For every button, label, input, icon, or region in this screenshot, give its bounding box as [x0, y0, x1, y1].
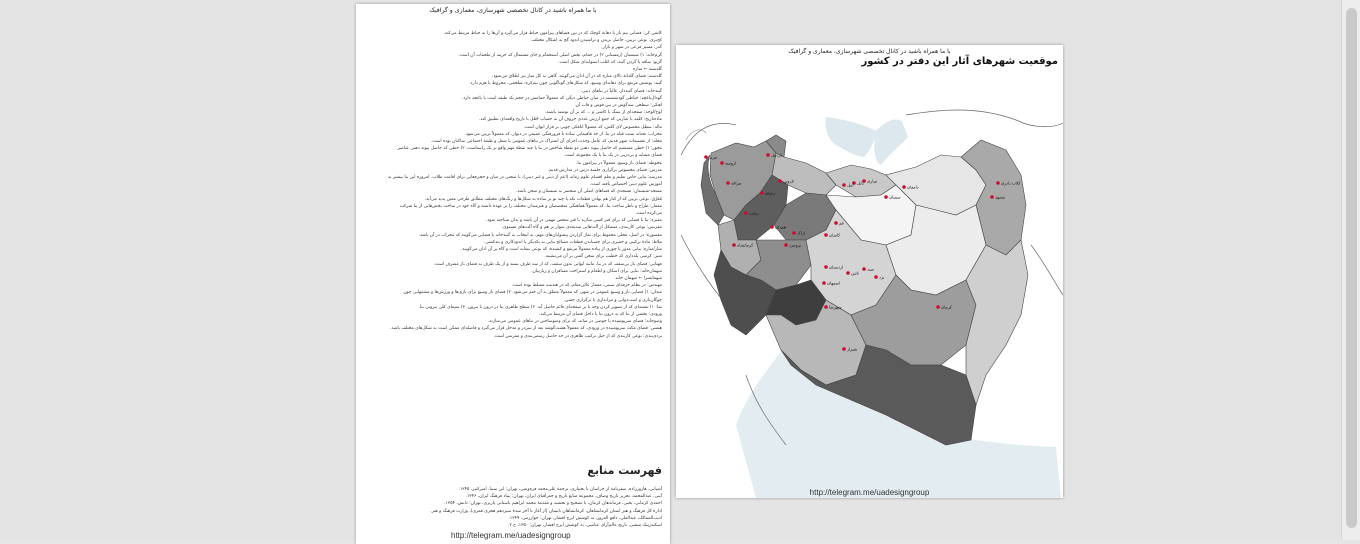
city-label: سمنان — [889, 194, 901, 200]
city-dot — [862, 267, 866, 271]
reference-entry: اسکندربیک منشی، تاریخ عالم‌آرای عباسی، به کوشش ایرج افشار، تهران: ۱۳۵۰، ج ۲. — [507, 523, 662, 529]
city-label: تبریز — [709, 154, 718, 160]
city-marker — [792, 231, 805, 236]
city-marker — [852, 181, 864, 186]
city-dot — [822, 281, 826, 285]
city-dot — [990, 195, 994, 199]
glossary-entry: مهندس: در نظام حرفه‌ای سنتی، معمار عالی‌مقام، که در هندسه مسلط بوده است. — [511, 283, 662, 289]
city-dot — [842, 347, 846, 351]
map-title: موقعیت شهرهای آثار این دفتر در کشور — [861, 56, 1058, 67]
glossary-entry: محله: از تقسیمات شهر قدیم، که عامل وحدت اجزای آن اشتراک در بناهای عمومی یا شغل و طبقۀ اجتماعی ساکنان بوده است. — [431, 139, 662, 145]
glossary-entry: کج‌بری: نوعی تزیین، حاصل بریدن و تراشیدن اندود گچ به اشکال مختلف. — [530, 38, 662, 44]
city-dot — [824, 265, 828, 269]
city-label: کرمان — [941, 304, 952, 310]
glossary-list — [366, 30, 662, 340]
city-label: همدان — [775, 224, 787, 230]
city-label: اردبیل — [771, 152, 782, 158]
city-label: یزد — [879, 274, 885, 280]
city-dot — [834, 221, 838, 225]
glossary-entry: ماله: سطل مخصوص لای گلش، که معمولاً اتاقکی چوبی بر فراز ایوان است. — [523, 124, 662, 130]
glossary-entry: مدرسه: بنایی خاص تعلیم و تعلم اقسام علوم زمانه (اعم از دینی و غیر دینی)، با صحنی در میان و حجره‌هایی برای اقامت طلاب. امروزه این بنا بیشتر به — [387, 175, 662, 181]
city-label: قم — [839, 220, 844, 226]
province-sistan — [966, 240, 1028, 405]
city-label: بروجرد — [789, 242, 802, 248]
city-dot — [766, 153, 770, 157]
page-header: با ما همراه باشید در کانال تخصصی شهرسازی، معماری و گرافیک — [429, 7, 597, 14]
city-label: اصفهان — [827, 280, 841, 286]
reference-entry: آشپانی، هارورزاده، سفرنامۀ از خراسان تا بختیاری، ترجمۀ علی‌محمد فره‌وشی، تهران: ابن سینا، امیرکبیر، ۱۳۴۵. — [458, 487, 662, 492]
city-dot — [874, 275, 878, 279]
caspian-sea-east — [874, 119, 908, 165]
city-label: شهرضا — [829, 304, 842, 310]
glossary-entry: آموزش علوم دینی اختصاص یافته است. — [589, 182, 662, 188]
lake-outline — [686, 130, 706, 140]
glossary-entry: یزدی‌بندی: نوعی کاربندی که از خیل ترکیب ظاهری در حد حاصل رسمی‌بندی و مقرنس است. — [493, 333, 662, 339]
city-label: دامغان — [907, 184, 919, 190]
telegram-link[interactable]: http://telegram.me/uadesigngroup — [809, 488, 930, 497]
city-marker — [842, 183, 854, 188]
city-label: رشت — [749, 210, 759, 216]
glossary-entry: مَهتابی: فضای باز بی‌سقف که در بنا، مانند ایوانی بدون سقف، که از سه طرف بسته و از یک طرف به فضای باز مشرف است. — [433, 261, 662, 267]
glossary-entry: گریو: ساقه یا گردن گنبد، که اغلب استوانه‌ای شکل است. — [558, 59, 662, 65]
glossary-entry: میهمان‌خانه: بنایی برای اسکان و اطعام و استراحت مسافران و زیارتیان. — [531, 268, 662, 274]
city-marker — [744, 211, 758, 216]
city-dot — [760, 191, 764, 195]
glossary-entry: منار/مناره: بنایی مدور یا چوری از پیاده معمولاً مرتفع و کشیده، که نوعی نشانه است و گاه بر آن اذان می‌گویند. — [460, 247, 662, 253]
city-label: آمل — [847, 182, 854, 188]
city-label: مشهد — [995, 194, 1006, 200]
city-dot — [770, 225, 774, 229]
glossary-entry: محراب: تختانه سنت قبله در بنا، از حد فاقیمایی ساده تا فرورفتگی عمیقی در دیوار، که معمولاً تزیین می‌شود. — [464, 131, 662, 137]
reference-entry: ادیب‌الممالک، عبدالعلی، دافع الغرور، به کوشش ایرج افشار، تهران: خوارزمی، ۱۳۴۹. — [508, 515, 662, 521]
city-marker — [862, 267, 874, 272]
city-label: زنجان — [765, 190, 776, 196]
glossary-entry: گلدسته ← مناره — [632, 67, 662, 73]
glossary-entry: گرم‌خانه: ۱) شبستان (زمستانی ۲) در حمام، بخش اصلی استحمام و جای مشتمال که خزینه از ملحقات آن است. — [458, 52, 662, 58]
vertical-scrollbar[interactable] — [1341, 0, 1360, 540]
glossary-entry: محوطه: فضای باز وسیع، معمولاً در پیرامون بنا. — [576, 160, 662, 166]
glossary-entry: مقصوره: در اصل، محلی محفوظ برای نماز گزاردن پیشوایان‌های مهم، به انتخاب به گنبدخانه یا فضایی می‌گویند که محراب در آن باشد. — [418, 232, 662, 238]
city-dot — [792, 231, 796, 235]
city-label: کرمانشاه — [737, 242, 754, 248]
glossary-entry: مقبره: بنا یا فضایی که برای قبر کسی سازند یا قبر شخص مهمی در آن باشد و بدان شناخته شود. — [485, 218, 662, 224]
glossary-entry: گودال‌باغچه: حیاطی گودنشسته در میان حیاطی دیگر، که معمولاً حمامش در حجم یک طبقه است یا باغچه دارد. — [461, 95, 662, 101]
city-label: کاشان — [829, 232, 841, 238]
city-dot — [884, 195, 888, 199]
city-label: ساری — [867, 178, 878, 184]
glossary-entry: ماده‌تاریخ: کلمه یا عبارتی که جمع ارزش عددی حروف آن به حساب جُمَّل با تاریخ واقعه‌ای تطبیق کند. — [479, 117, 662, 123]
glossary-entry: مقرنس: نوعی کاربندی، متشکل از آلت‌هایی سه‌بعدی سوار بر هم و گاه آلت‌های مستوی. — [501, 225, 662, 231]
page-glossary — [356, 4, 670, 544]
city-dot — [704, 155, 708, 159]
glossary-entry: ملاط: مادۀ ترکیبی و خمیری برای چسباندن قطعات مصالح بنایی به یکدیگر یا اندودکاری و بندکشی. — [483, 239, 662, 245]
references-list — [366, 486, 662, 529]
city-dot — [902, 185, 906, 189]
city-label: ارومیه — [725, 160, 736, 166]
glossary-entry: چوگان‌بازی و اسب‌دوانی و تیراندازی یا برگزاری جشن. — [563, 297, 662, 303]
caspian-sea — [825, 117, 876, 157]
glossary-entry: میدان: ۱) فضایی باز و وسیع عمومی در شهر، که معمولاً متعلق به آن ختم می‌شود. ۲) فضای باز وسیع برای بازی‌ها و ورزش‌ها و مشقهایی چون — [403, 290, 662, 296]
glossary-entry: میهمانسرا ← میهمان خانه — [615, 275, 662, 281]
city-label: شیراز — [847, 346, 858, 352]
city-dot — [732, 243, 736, 247]
glossary-entry: فضای مشابه و پی‌درپی در یک بنا یا یک مجموعه است. — [563, 153, 662, 159]
city-dot — [824, 305, 828, 309]
city-label: نائین — [851, 270, 860, 276]
city-marker — [704, 155, 718, 160]
glossary-entry: لچکی: سطحی سه‌گوش در بین قوس و قاب آن. — [574, 103, 662, 109]
city-label: اردستان — [829, 264, 844, 270]
scrollbar-thumb[interactable] — [1346, 8, 1357, 528]
reference-entry: ادارۀ کل فرهنگ و هنر استان کرمانشاهان، کرمانشاهان باستان (از آغاز تا آخر سدۀ سیزدهم هجری قمری)، وزارت فرهنگ و هنر. — [430, 508, 662, 514]
city-marker — [846, 271, 859, 276]
glossary-entry: هشتی: فضای مکث سرپوشیده در ورودی، که معمولاً هشت‌گوشه بعد از سردر و مدخل قرار می‌گیرد و فاصله‌ای ممکن است به شکل‌های مختلف باشد. — [390, 326, 662, 332]
reference-entry: احمدی کرمانی، یحیی، فرماندهان کرمان، با تصحیح و تحشیه و مقدمۀ محمد ابراهیم باستانی پاریزی، تهران: دانش، ۱۳۵۴. — [444, 501, 662, 507]
glossary-entry: لوح/لوحه: صفحه‌ای از سنگ یا کاشی و ... که بر آن نوشته باشند. — [544, 110, 662, 116]
city-dot — [996, 181, 1000, 185]
telegram-link[interactable]: http://telegram.me/uadesigngroup — [451, 531, 571, 540]
glossary-entry: می‌کرده است. — [635, 211, 662, 217]
glossary-entry: معمار: طراح و ناظر ساخت بنا، که معمولاً هماهنگی متخصصان و هنرمندان مختلف را بر عهده داشته و گاه خود در ساخت بخش‌هایی از بنا شرکت — [399, 203, 662, 209]
glossary-entry: مُعَرَّق: نوعی تزیین که از کنار هم نهادن قطعات تکه یا چند تو بر ساده به شکل‌ها و رنگ‌های مختلف مطابق طرحی معین پدید می‌آید. — [424, 196, 662, 202]
reference-entry: آیتی، عبدالمحمد، تحریر تاریخ وصاف، مجموعۀ منابع تاریخ و جغرافیای ایران، تهران: بنیاد فرهنگ ایران، ۱۳۴۶. — [465, 494, 662, 500]
glossary-entry: گلدسته: فضای گلدانۀ بالای مناره که در آن اذان می‌گویند، گاهی به کل منار نیز اطلاق می‌شود. — [491, 74, 662, 80]
glossary-entry: منبر: کرسی پله‌داری که خطیب برای سخن گفتن بر آن می‌نشیند. — [544, 254, 662, 260]
glossary-entry: نما: ۱) نقشه‌ای که از تصویر کردن وجه یا بر صفحه‌ای قائم حاصل آید. ۲) سطح ظاهری بنا در درون یا بیرون. ۳) سیمای کلی بیرونی بنا. — [418, 304, 662, 310]
glossary-entry: ورودی: بخشی از بنا که به درون بنا یا داخل فضای آن مرتبط می‌کند. — [538, 311, 662, 317]
city-dot — [824, 233, 828, 237]
city-marker — [834, 221, 844, 226]
page-map — [676, 45, 1063, 498]
city-label: اراک — [797, 230, 806, 236]
city-dot — [720, 161, 724, 165]
glossary-entry: محور: ۱) خطی مستقیم که حاصل پیوند ذهنی دو نقطۀ شاخص در بنا یا چند نقطۀ مهم واقع بر یک راستاست. ۲) خطی که حاصل پیوند ذهنی عناصر — [397, 146, 662, 152]
city-dot — [842, 183, 846, 187]
city-dot — [726, 181, 730, 185]
iran-map — [676, 45, 1063, 498]
city-label: مراغه — [731, 180, 742, 186]
city-dot — [778, 179, 782, 183]
city-dot — [936, 305, 940, 309]
page-header: با ما همراه باشید در کانال تخصصی شهرسازی، معماری و گرافیک — [788, 48, 951, 55]
city-marker — [874, 275, 885, 280]
glossary-entry: کاشی کن: فضایی نیم باز با دهانۀ کوچک که در بین فضاهای پیرامون حیاط قرار می‌گیرد و آن‌ها را به حیاط مرتبط می‌کند. — [443, 31, 662, 36]
glossary-entry: وضوخانه: فضای سرپوشیده یا حوضی در میانه، که برای وضوساختن در بناهای عمومی می‌سازند. — [487, 319, 662, 325]
city-label: قزوین — [783, 178, 794, 184]
city-label: بابل — [857, 180, 864, 186]
references-title: فهرست منابع — [587, 464, 662, 477]
city-dot — [784, 243, 788, 247]
city-label: کلات نادری — [1001, 180, 1021, 186]
glossary-entry: گنبد: پوشش مرتفع برای دهانه‌ای وسیع، که شکل‌های گوناگونی چون نیم‌کره، شلجمی، مخروط یا هرم دارد. — [469, 81, 662, 87]
glossary-entry: مدرس: فضای مخصوص برگزاری جلسۀ درس در مدارس قدیم. — [547, 167, 662, 173]
glossary-entry: مسجد-شبستان: مسجدی که فضاهای اصلی آن منحصر به شبستان و صحن باشد. — [516, 189, 662, 195]
city-dot — [846, 271, 850, 275]
glossary-entry: گنبدخانه: فضای گنبددار، غالباً در بناهای دینی. — [580, 88, 662, 94]
city-dot — [744, 211, 748, 215]
glossary-entry: گذر: مسیر فرعی در شهر و بازار. — [601, 45, 662, 51]
city-label: میبد — [867, 266, 874, 272]
